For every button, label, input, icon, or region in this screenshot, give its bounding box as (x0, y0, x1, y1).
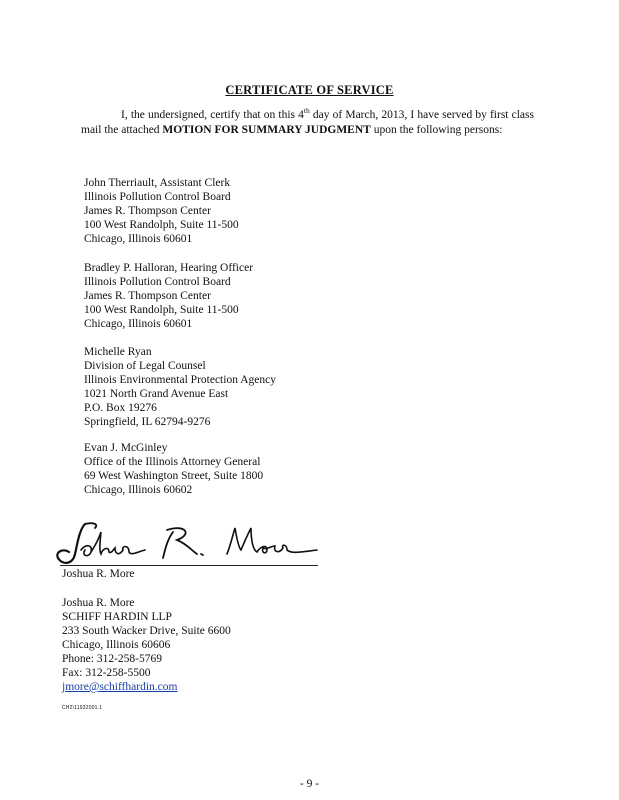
contact-city: Chicago, Illinois 60606 (62, 639, 171, 651)
signature-line (60, 565, 318, 566)
contact-phone: Phone: 312-258-5769 (62, 653, 162, 665)
contact-name: Joshua R. More (62, 597, 135, 609)
recipient-block-3 (84, 345, 276, 429)
recipient-line: 1021 North Grand Avenue East (84, 388, 229, 400)
recipient-line: Illinois Pollution Control Board (84, 276, 231, 288)
signer-printed-name: Joshua R. More (62, 568, 135, 580)
motion-title: MOTION FOR SUMMARY JUDGMENT (162, 124, 371, 136)
ordinal-superscript: th (303, 106, 310, 116)
attorney-contact-block (62, 596, 231, 694)
recipient-line: James R. Thompson Center (84, 205, 211, 217)
recipient-line: Bradley P. Halloran, Hearing Officer (84, 262, 254, 274)
contact-address: 233 South Wacker Drive, Suite 6600 (62, 625, 231, 637)
recipient-line: John Therriault, Assistant Clerk (84, 177, 231, 189)
recipient-block-4 (84, 441, 263, 497)
recipient-line: Division of Legal Counsel (84, 360, 206, 372)
recipient-line: Chicago, Illinois 60601 (84, 233, 193, 245)
recipient-line: Chicago, Illinois 60602 (84, 484, 193, 496)
certification-paragraph (81, 108, 534, 138)
recipient-line: Illinois Pollution Control Board (84, 191, 231, 203)
intro-part-2: day of March, 2013, I have served by first class mail the attached (81, 109, 534, 136)
recipient-line: Springfield, IL 62794-9276 (84, 416, 211, 428)
intro-part-3: upon the following persons: (370, 124, 503, 136)
recipient-block-1 (84, 176, 239, 246)
intro-part-1: I, the undersigned, certify that on this 4 (121, 109, 304, 121)
recipient-line: P.O. Box 19276 (84, 402, 157, 414)
recipient-line: Chicago, Illinois 60601 (84, 318, 193, 330)
page-number: - 9 - (299, 778, 320, 790)
document-id: CH2\11932001.1 (62, 705, 103, 711)
recipient-line: Evan J. McGinley (84, 442, 168, 454)
recipient-block-2 (84, 261, 253, 331)
recipient-line: 100 West Randolph, Suite 11-500 (84, 304, 239, 316)
contact-email-link[interactable]: jmore@schiffhardin.com (62, 681, 178, 693)
recipient-line: Michelle Ryan (84, 346, 152, 358)
contact-firm: SCHIFF HARDIN LLP (62, 611, 172, 623)
certificate-title: CERTIFICATE OF SERVICE (225, 83, 394, 97)
recipient-line: James R. Thompson Center (84, 290, 211, 302)
recipient-line: Office of the Illinois Attorney General (84, 456, 261, 468)
contact-fax: Fax: 312-258-5500 (62, 667, 151, 679)
recipient-line: 69 West Washington Street, Suite 1800 (84, 470, 264, 482)
recipient-line: Illinois Environmental Protection Agency (84, 374, 276, 386)
handwritten-signature (55, 520, 325, 568)
recipient-line: 100 West Randolph, Suite 11-500 (84, 219, 239, 231)
